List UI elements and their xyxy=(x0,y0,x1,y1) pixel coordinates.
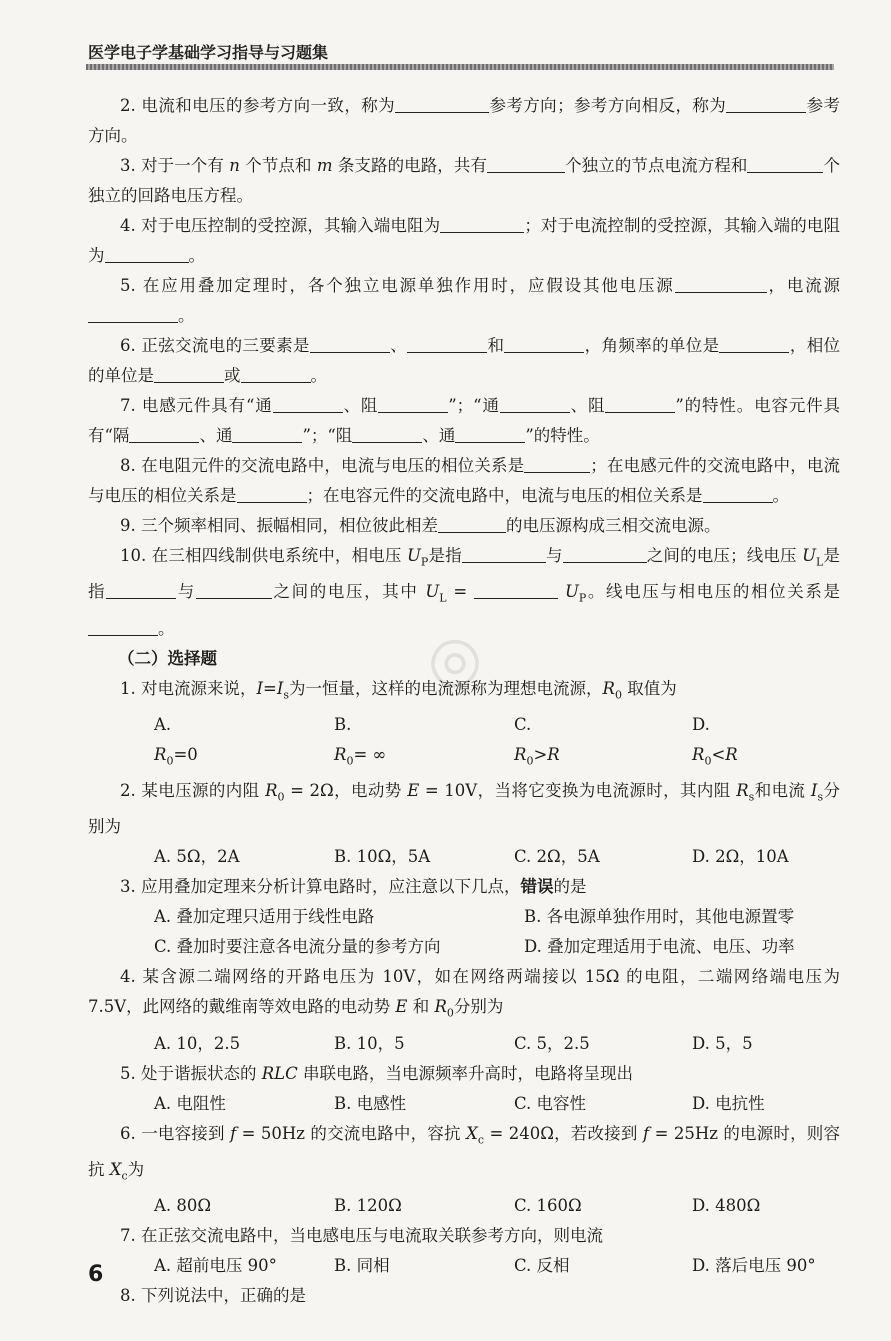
text-run: ，相位的单位是 xyxy=(88,336,841,385)
answer-blank xyxy=(88,304,178,323)
option-row xyxy=(88,1191,840,1221)
choice-question xyxy=(88,674,840,710)
answer-option xyxy=(692,842,872,872)
fill-in-question xyxy=(88,151,840,211)
text-run: B. 同相 xyxy=(334,1256,390,1276)
fill-in-question xyxy=(88,511,840,541)
text-run: ”；“阻 xyxy=(302,426,353,445)
text-run: 串联电路，当电源频率升高时，电路将呈现出 xyxy=(297,1063,634,1083)
text-run: 2. xyxy=(120,781,142,801)
answer-blank xyxy=(407,334,487,353)
text-run: B. 10Ω，5A xyxy=(334,847,431,867)
choice-questions xyxy=(88,674,840,1312)
choice-question xyxy=(88,1119,840,1192)
text-run: 。线电压与相电压的相位关系是 xyxy=(586,582,841,602)
math-symbol: f xyxy=(643,1123,650,1143)
math-subscript: s xyxy=(748,790,755,804)
choice-question xyxy=(88,1221,840,1251)
answer-blank xyxy=(378,394,448,413)
math-symbol: E xyxy=(407,781,420,801)
text-run: = 25Hz 的电源时，则容抗 xyxy=(88,1123,841,1180)
running-head-title: 医学电子学基础学习指导与习题集 xyxy=(88,43,329,62)
answer-blank xyxy=(719,334,789,353)
math-subscript: L xyxy=(816,555,824,569)
option-row xyxy=(88,710,840,776)
text-run: 。 xyxy=(188,246,205,265)
math-symbol: I xyxy=(256,678,264,698)
answer-option xyxy=(154,710,334,776)
text-run: 的是 xyxy=(553,877,587,897)
text-run: = 10V，当将它变换为电流源时，其内阻 xyxy=(419,781,737,801)
text-run: ”；“通 xyxy=(448,396,500,415)
math-subscript: P xyxy=(578,591,587,605)
text-run: 与 xyxy=(176,582,196,602)
math-subscript: 0 xyxy=(526,754,534,768)
fill-in-question xyxy=(88,271,840,331)
answer-blank xyxy=(154,364,224,383)
text-run: ，角频率的单位是 xyxy=(584,336,720,355)
fill-in-question xyxy=(88,541,840,644)
text-run: > xyxy=(533,744,548,764)
answer-option xyxy=(154,1251,334,1281)
text-run: 对于一个有 xyxy=(141,156,230,175)
answer-option xyxy=(524,902,891,932)
text-run: 和电流 xyxy=(754,781,811,801)
text-run: D. 2Ω，10A xyxy=(692,847,789,867)
text-run: 。 xyxy=(178,306,195,325)
text-run: 在三相四线制供电系统中，相电压 xyxy=(151,546,407,565)
answer-blank xyxy=(455,424,525,443)
text-run: D. 5，5 xyxy=(692,1033,753,1053)
math-subscript: 0 xyxy=(277,790,285,804)
text-run: 某电压源的内阻 xyxy=(141,781,266,801)
text-run: < xyxy=(711,744,726,764)
answer-blank xyxy=(500,394,570,413)
answer-blank xyxy=(310,334,390,353)
text-run: 电感元件具有“通 xyxy=(141,396,273,415)
answer-blank xyxy=(273,394,343,413)
text-run: 对于电压控制的受控源，其输入端电阻为 xyxy=(141,216,441,235)
emphasis-text: 错误 xyxy=(520,877,554,897)
answer-blank xyxy=(196,580,272,599)
text-run: ；在电感元件的交流电路中，电流与电压的相位关系是 xyxy=(88,456,841,505)
answer-blank xyxy=(726,94,806,113)
text-run: 电流和电压的参考方向一致，称为 xyxy=(141,96,396,115)
answer-blank xyxy=(237,484,307,503)
text-run: D. 叠加定理适用于电流、电压、功率 xyxy=(524,937,795,957)
answer-option xyxy=(334,1251,514,1281)
text-run: = 240Ω，若改接到 xyxy=(484,1123,644,1143)
option-row xyxy=(88,902,840,932)
math-subscript: P xyxy=(420,555,429,569)
option-row xyxy=(88,1089,840,1119)
text-run: 5. xyxy=(120,1063,141,1083)
choice-question xyxy=(88,962,840,1028)
answer-option xyxy=(334,1191,514,1221)
text-run: 应用叠加定理来分析计算电路时，应注意以下几点， xyxy=(141,877,521,897)
answer-option xyxy=(692,1251,872,1281)
text-run: 、阻 xyxy=(342,396,379,415)
choice-question xyxy=(88,776,840,842)
math-subscript: s xyxy=(283,687,290,701)
answer-blank xyxy=(241,364,311,383)
answer-option xyxy=(154,842,334,872)
answer-blank xyxy=(563,544,647,563)
answer-blank xyxy=(129,424,199,443)
math-symbol: X xyxy=(466,1123,478,1143)
answer-blank xyxy=(352,424,422,443)
text-run: B. 电感性 xyxy=(334,1093,407,1113)
math-subscript: c xyxy=(121,1169,128,1183)
text-run: 参考方向。 xyxy=(88,96,841,145)
answer-option xyxy=(514,1191,692,1221)
text-run: 在正弦交流电路中，当电感电压与电流取关联参考方向，则电流 xyxy=(141,1226,603,1246)
text-run: 。 xyxy=(158,618,175,638)
text-run: C. 反相 xyxy=(514,1256,570,1276)
math-symbol: m xyxy=(316,156,333,175)
text-run: A. 5Ω，2A xyxy=(154,847,240,867)
text-run: B. xyxy=(334,714,352,734)
text-run: 某含源二端网络的开路电压为 10V，如在网络两端接以 15Ω 的电阻，二端网络端电压为 7.5V，此网络的戴维南等效电路的电动势 xyxy=(88,967,840,1017)
text-run: 之间的电压；线电压 xyxy=(646,546,803,565)
answer-option xyxy=(514,842,692,872)
choice-question xyxy=(88,1281,840,1311)
math-symbol: R xyxy=(154,744,167,764)
answer-blank xyxy=(88,617,158,636)
math-symbol: f xyxy=(230,1123,237,1143)
answer-option xyxy=(154,1089,334,1119)
text-run: B. 各电源单独作用时，其他电源置零 xyxy=(524,907,795,927)
answer-blank xyxy=(462,544,546,563)
text-run: 与 xyxy=(545,546,563,565)
math-symbol: R xyxy=(547,744,560,764)
answer-option xyxy=(524,932,891,962)
text-run: 、通 xyxy=(422,426,456,445)
text-run: B. 120Ω xyxy=(334,1196,402,1216)
text-run: A. xyxy=(154,714,172,734)
text-run: 、阻 xyxy=(569,396,606,415)
header-rule xyxy=(86,64,834,70)
text-run: 和 xyxy=(407,997,435,1017)
text-run: 对电流源来说， xyxy=(141,678,257,698)
fill-in-questions xyxy=(88,91,840,644)
text-run: = 50Hz 的交流电路中，容抗 xyxy=(236,1123,467,1143)
text-run: 1. xyxy=(120,678,141,698)
section-title: （二）选择题 xyxy=(118,648,217,668)
answer-blank xyxy=(675,274,767,293)
math-symbol: R xyxy=(725,744,738,764)
math-subscript: L xyxy=(439,591,447,605)
math-subscript: 0 xyxy=(346,754,354,768)
text-run: 正弦交流电的三要素是 xyxy=(141,336,310,355)
math-symbol: I xyxy=(276,678,284,698)
math-symbol: U xyxy=(565,582,579,602)
answer-blank xyxy=(395,94,489,113)
text-run: 4. xyxy=(120,967,143,987)
math-symbol: R xyxy=(514,744,527,764)
answer-option xyxy=(514,1089,692,1119)
text-run: 9. xyxy=(120,516,141,535)
text-run: ，电流源 xyxy=(766,276,840,295)
answer-blank xyxy=(605,394,675,413)
text-run: 是指 xyxy=(428,546,462,565)
answer-option xyxy=(692,1089,872,1119)
answer-option xyxy=(514,1029,692,1059)
text-run: 是指 xyxy=(88,546,841,602)
text-run: 在应用叠加定理时，各个独立电源单独作用时，应假设其他电压源 xyxy=(142,276,675,295)
math-symbol: R xyxy=(265,781,278,801)
math-symbol: R xyxy=(736,781,749,801)
fill-in-question xyxy=(88,391,840,451)
answer-option xyxy=(334,842,514,872)
text-run: 个独立的节点电流方程和 xyxy=(565,156,748,175)
answer-option xyxy=(154,1029,334,1059)
fill-in-question xyxy=(88,331,840,391)
text-run: 在电阻元件的交流电路中，电流与电压的相位关系是 xyxy=(141,456,525,475)
text-run: 分别为 xyxy=(88,781,840,837)
text-run: D. 480Ω xyxy=(692,1196,761,1216)
text-run: 参考方向；参考方向相反，称为 xyxy=(489,96,727,115)
text-run: 6. xyxy=(120,336,142,355)
text-run: = ∞ xyxy=(353,744,387,764)
text-run: ；对于电流控制的受控源，其输入端的电阻为 xyxy=(88,216,841,265)
text-run: C. 电容性 xyxy=(514,1093,587,1113)
text-run: 2. xyxy=(120,96,142,115)
text-run: 一电容接到 xyxy=(141,1123,231,1143)
answer-option xyxy=(692,710,872,776)
math-symbol: U xyxy=(406,546,421,565)
math-symbol: n xyxy=(229,156,240,175)
page-number: 6 xyxy=(88,1262,104,1287)
text-run: B. 10，5 xyxy=(334,1033,405,1053)
fill-in-question xyxy=(88,91,840,151)
math-symbol: RLC xyxy=(261,1063,298,1083)
text-run: 、通 xyxy=(199,426,233,445)
answer-blank xyxy=(474,580,558,599)
text-run: 为一恒量，这样的电流源称为理想电流源， xyxy=(289,678,603,698)
option-row xyxy=(88,1029,840,1059)
text-run: 。 xyxy=(310,366,327,385)
answer-blank xyxy=(232,424,302,443)
answer-option xyxy=(154,932,524,962)
option-row xyxy=(88,842,840,872)
answer-blank xyxy=(105,244,189,263)
text-run: 分别为 xyxy=(453,997,504,1017)
math-symbol: R xyxy=(602,678,615,698)
text-run: 下列说法中，正确的是 xyxy=(141,1286,306,1306)
text-run: 8. xyxy=(120,1286,141,1306)
text-run: =0 xyxy=(173,744,198,764)
text-run: C. 5，2.5 xyxy=(514,1033,590,1053)
text-run: 为 xyxy=(127,1160,145,1180)
text-run: 4. xyxy=(120,216,142,235)
fill-in-question xyxy=(88,451,840,511)
text-run: A. 10，2.5 xyxy=(154,1033,241,1053)
answer-option xyxy=(334,1029,514,1059)
text-run: 或 xyxy=(224,366,241,385)
fill-in-question xyxy=(88,211,840,271)
text-run: 3. xyxy=(120,156,142,175)
text-run: 。 xyxy=(772,486,789,505)
text-run: ；在电容元件的交流电路中，电流与电压的相位关系是 xyxy=(306,486,703,505)
text-run: ”的特性。电容元件具有“隔 xyxy=(88,396,841,445)
text-run: D. 落后电压 90° xyxy=(692,1256,816,1276)
answer-blank xyxy=(440,214,524,233)
text-run: 条支路的电路，共有 xyxy=(332,156,488,175)
text-run: 取值为 xyxy=(621,678,677,698)
text-run: ”的特性。 xyxy=(525,426,600,445)
math-subscript: 0 xyxy=(166,754,174,768)
math-symbol: E xyxy=(395,997,408,1017)
text-run: 个节点和 xyxy=(239,156,317,175)
math-subscript: 0 xyxy=(446,1006,454,1020)
text-run: C. 2Ω，5A xyxy=(514,847,600,867)
text-run: C. 叠加时要注意各电流分量的参考方向 xyxy=(154,937,441,957)
math-symbol: I xyxy=(810,781,818,801)
text-run: C. xyxy=(514,714,532,734)
text-run: D. 电抗性 xyxy=(692,1093,765,1113)
text-run: 个独立的回路电压方程。 xyxy=(88,156,841,205)
answer-blank xyxy=(438,514,506,533)
text-run: C. 160Ω xyxy=(514,1196,582,1216)
math-subscript: 0 xyxy=(614,687,622,701)
math-subscript: s xyxy=(817,790,824,804)
math-symbol: R xyxy=(334,744,347,764)
math-subscript: 0 xyxy=(704,754,712,768)
math-symbol: U xyxy=(425,582,440,602)
answer-blank xyxy=(747,154,823,173)
answer-option xyxy=(692,1191,872,1221)
choice-question xyxy=(88,872,840,902)
page-content xyxy=(88,91,840,1311)
answer-option xyxy=(514,710,692,776)
watermark: ◎ xyxy=(409,610,500,705)
answer-blank xyxy=(703,484,773,503)
answer-option xyxy=(154,1191,334,1221)
math-symbol: U xyxy=(802,546,817,565)
text-run: 8. xyxy=(120,456,142,475)
math-symbol: X xyxy=(109,1160,122,1180)
text-run: 的电压源构成三相交流电源。 xyxy=(506,516,721,535)
text-run: A. 80Ω xyxy=(154,1196,212,1216)
answer-option xyxy=(154,902,524,932)
text-run xyxy=(558,582,565,601)
math-symbol: R xyxy=(692,744,705,764)
text-run: 7. xyxy=(120,1226,141,1246)
choice-question xyxy=(88,1059,840,1089)
text-run: 三个频率相同、振幅相同，相位彼此相差 xyxy=(141,516,438,535)
answer-option xyxy=(334,1089,514,1119)
text-run: 5. xyxy=(120,276,143,295)
text-run: A. 叠加定理只适用于线性电路 xyxy=(154,907,375,927)
answer-option xyxy=(514,1251,692,1281)
text-run: A. 电阻性 xyxy=(154,1093,226,1113)
text-run: 6. xyxy=(120,1123,142,1143)
text-run: 10. xyxy=(120,546,152,565)
answer-blank xyxy=(504,334,584,353)
answer-blank xyxy=(487,154,565,173)
text-run: 、 xyxy=(389,336,408,355)
text-run: 3. xyxy=(120,877,141,897)
text-run: D. xyxy=(692,714,710,734)
math-symbol: R xyxy=(434,997,447,1017)
text-run: 之间的电压，其中 xyxy=(271,582,426,602)
math-subscript: c xyxy=(477,1133,485,1147)
text-run: = xyxy=(446,582,475,602)
answer-blank xyxy=(524,454,590,473)
option-row xyxy=(88,932,840,962)
text-run: 和 xyxy=(487,336,505,355)
text-run: 处于谐振状态的 xyxy=(141,1063,262,1083)
answer-option xyxy=(334,710,514,776)
text-run: = 2Ω，电动势 xyxy=(284,781,408,801)
text-run: 7. xyxy=(120,396,142,415)
answer-blank xyxy=(106,580,176,599)
text-run: = xyxy=(263,678,277,698)
answer-option xyxy=(692,1029,872,1059)
option-row xyxy=(88,1251,840,1281)
text-run: A. 超前电压 90° xyxy=(154,1256,277,1276)
